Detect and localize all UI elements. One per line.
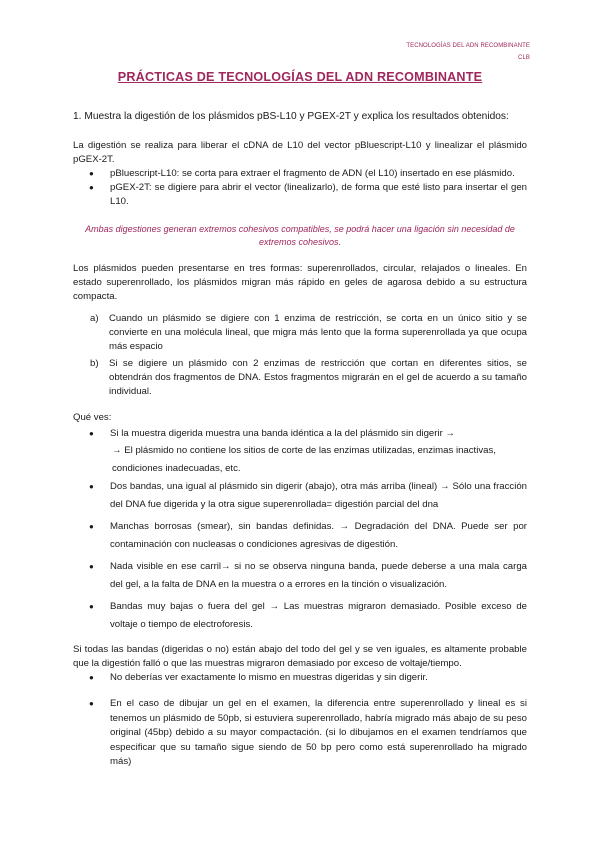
star-list bbox=[73, 697, 527, 770]
list-marker: a) bbox=[90, 312, 99, 324]
list-item: ● Dos bandas, una igual al plásmido sin digerir (abajo), otra más arriba (lineal) → Sólo una fracción del DNA fue digerida y la otra sigue superenrollada= digestión parcial del dna bbox=[73, 478, 527, 513]
header-course: TECNOLOGÍAS DEL ADN RECOMBINANTE bbox=[406, 43, 530, 49]
list-item: ● pGEX-2T: se digiere para abrir el vector (linealizarlo), de forma que esté listo para insertar el gen L10. bbox=[73, 181, 527, 209]
list-item bbox=[73, 312, 527, 354]
que-ves-label: Qué ves: bbox=[73, 411, 112, 423]
list-item: ● Manchas borrosas (smear), sin bandas definidas. → Degradación del DNA. Puede ser por contaminación con nucleasas o condiciones agresivas de digestión. bbox=[73, 518, 527, 553]
list-text: Cuando un plásmido se digiere con 1 enzima de restricción, se corta en un único sitio y se convierte en una molécula lineal, que migra más lento que la forma superenrollada ya que ocupa más espacio bbox=[109, 312, 527, 352]
forms-paragraph: Los plásmidos pueden presentarse en tres formas: superenrollados, circular, relajados o lineales. En estado superenrollado, los plásmidos migran más rápido en geles de agarosa debido a su estructura compacta. bbox=[73, 262, 527, 302]
highlight-note: Ambas digestiones generan extremos cohesivos compatibles, se podrá hacer una ligación sin necesidad de extremos cohesivos. bbox=[85, 223, 515, 247]
document-body bbox=[73, 110, 527, 770]
list-item: ● Bandas muy bajas o fuera del gel → Las muestras migraron demasiado. Posible exceso de voltaje o tiempo de electroforesis. bbox=[73, 598, 527, 633]
enzyme-list bbox=[73, 312, 527, 399]
list-item bbox=[73, 357, 527, 399]
digestion-list bbox=[73, 167, 527, 209]
page-header bbox=[406, 40, 530, 64]
list-item: ● En el caso de dibujar un gel en el examen, la diferencia entre superenrollado y lineal es si tenemos un plásmido de 50pb, si estuviera superenrollado, habría migrado más abajo de su peso original (45bp) debido a su mayor compactación. (si lo dibujamos en el examen tendríamos que especificar que su tamaño sigue siendo de 50 bp pero como está superenrollado ha migrado más) bbox=[73, 697, 527, 770]
page-title: PRÁCTICAS DE TECNOLOGÍAS DEL ADN RECOMBINANTE bbox=[117, 70, 483, 84]
dash-list bbox=[73, 671, 527, 685]
question-1: 1. Muestra la digestión de los plásmidos pBS-L10 y PGEX-2T y explica los resultados obtenidos: bbox=[73, 111, 509, 122]
list-text: Si se digiere un plásmido con 2 enzimas de restricción que cortan en diferentes sitios, se obtendrán dos fragmentos de DNA. Estos fragmentos migrarán en el gel de acuerdo a su tamaño individual. bbox=[109, 357, 527, 397]
list-item: ● Si la muestra digerida muestra una banda idéntica a la del plásmido sin digerir → bbox=[73, 425, 527, 443]
observations-list bbox=[73, 425, 527, 443]
observation-continuation: → El plásmido no contiene los sitios de corte de las enzimas utilizadas, enzimas inactivas, condiciones inadecuadas, etc. bbox=[112, 445, 496, 474]
list-item: ● pBluescript-L10: se corta para extraer el fragmento de ADN (el L10) insertado en ese plásmido. bbox=[73, 167, 527, 181]
observations-list bbox=[73, 478, 527, 633]
list-marker: b) bbox=[90, 357, 99, 369]
summary-paragraph: Si todas las bandas (digeridas o no) están abajo del todo del gel y se ven iguales, es altamente probable que la digestión falló o que las muestras migraron demasiado por exceso de voltaje/tiempo. bbox=[73, 644, 527, 669]
header-subject: CLB bbox=[518, 55, 530, 61]
list-item: ● No deberías ver exactamente lo mismo en muestras digeridas y sin digerir. bbox=[73, 671, 527, 685]
intro-paragraph: La digestión se realiza para liberar el cDNA de L10 del vector pBluescript-L10 y linealizar el plásmido pGEX-2T. bbox=[73, 139, 527, 165]
list-item: ● Nada visible en ese carril→ si no se observa ninguna banda, puede deberse a una mala carga del gel, a la falta de DNA en la muestra o a errores en la tinción o visualización. bbox=[73, 558, 527, 593]
